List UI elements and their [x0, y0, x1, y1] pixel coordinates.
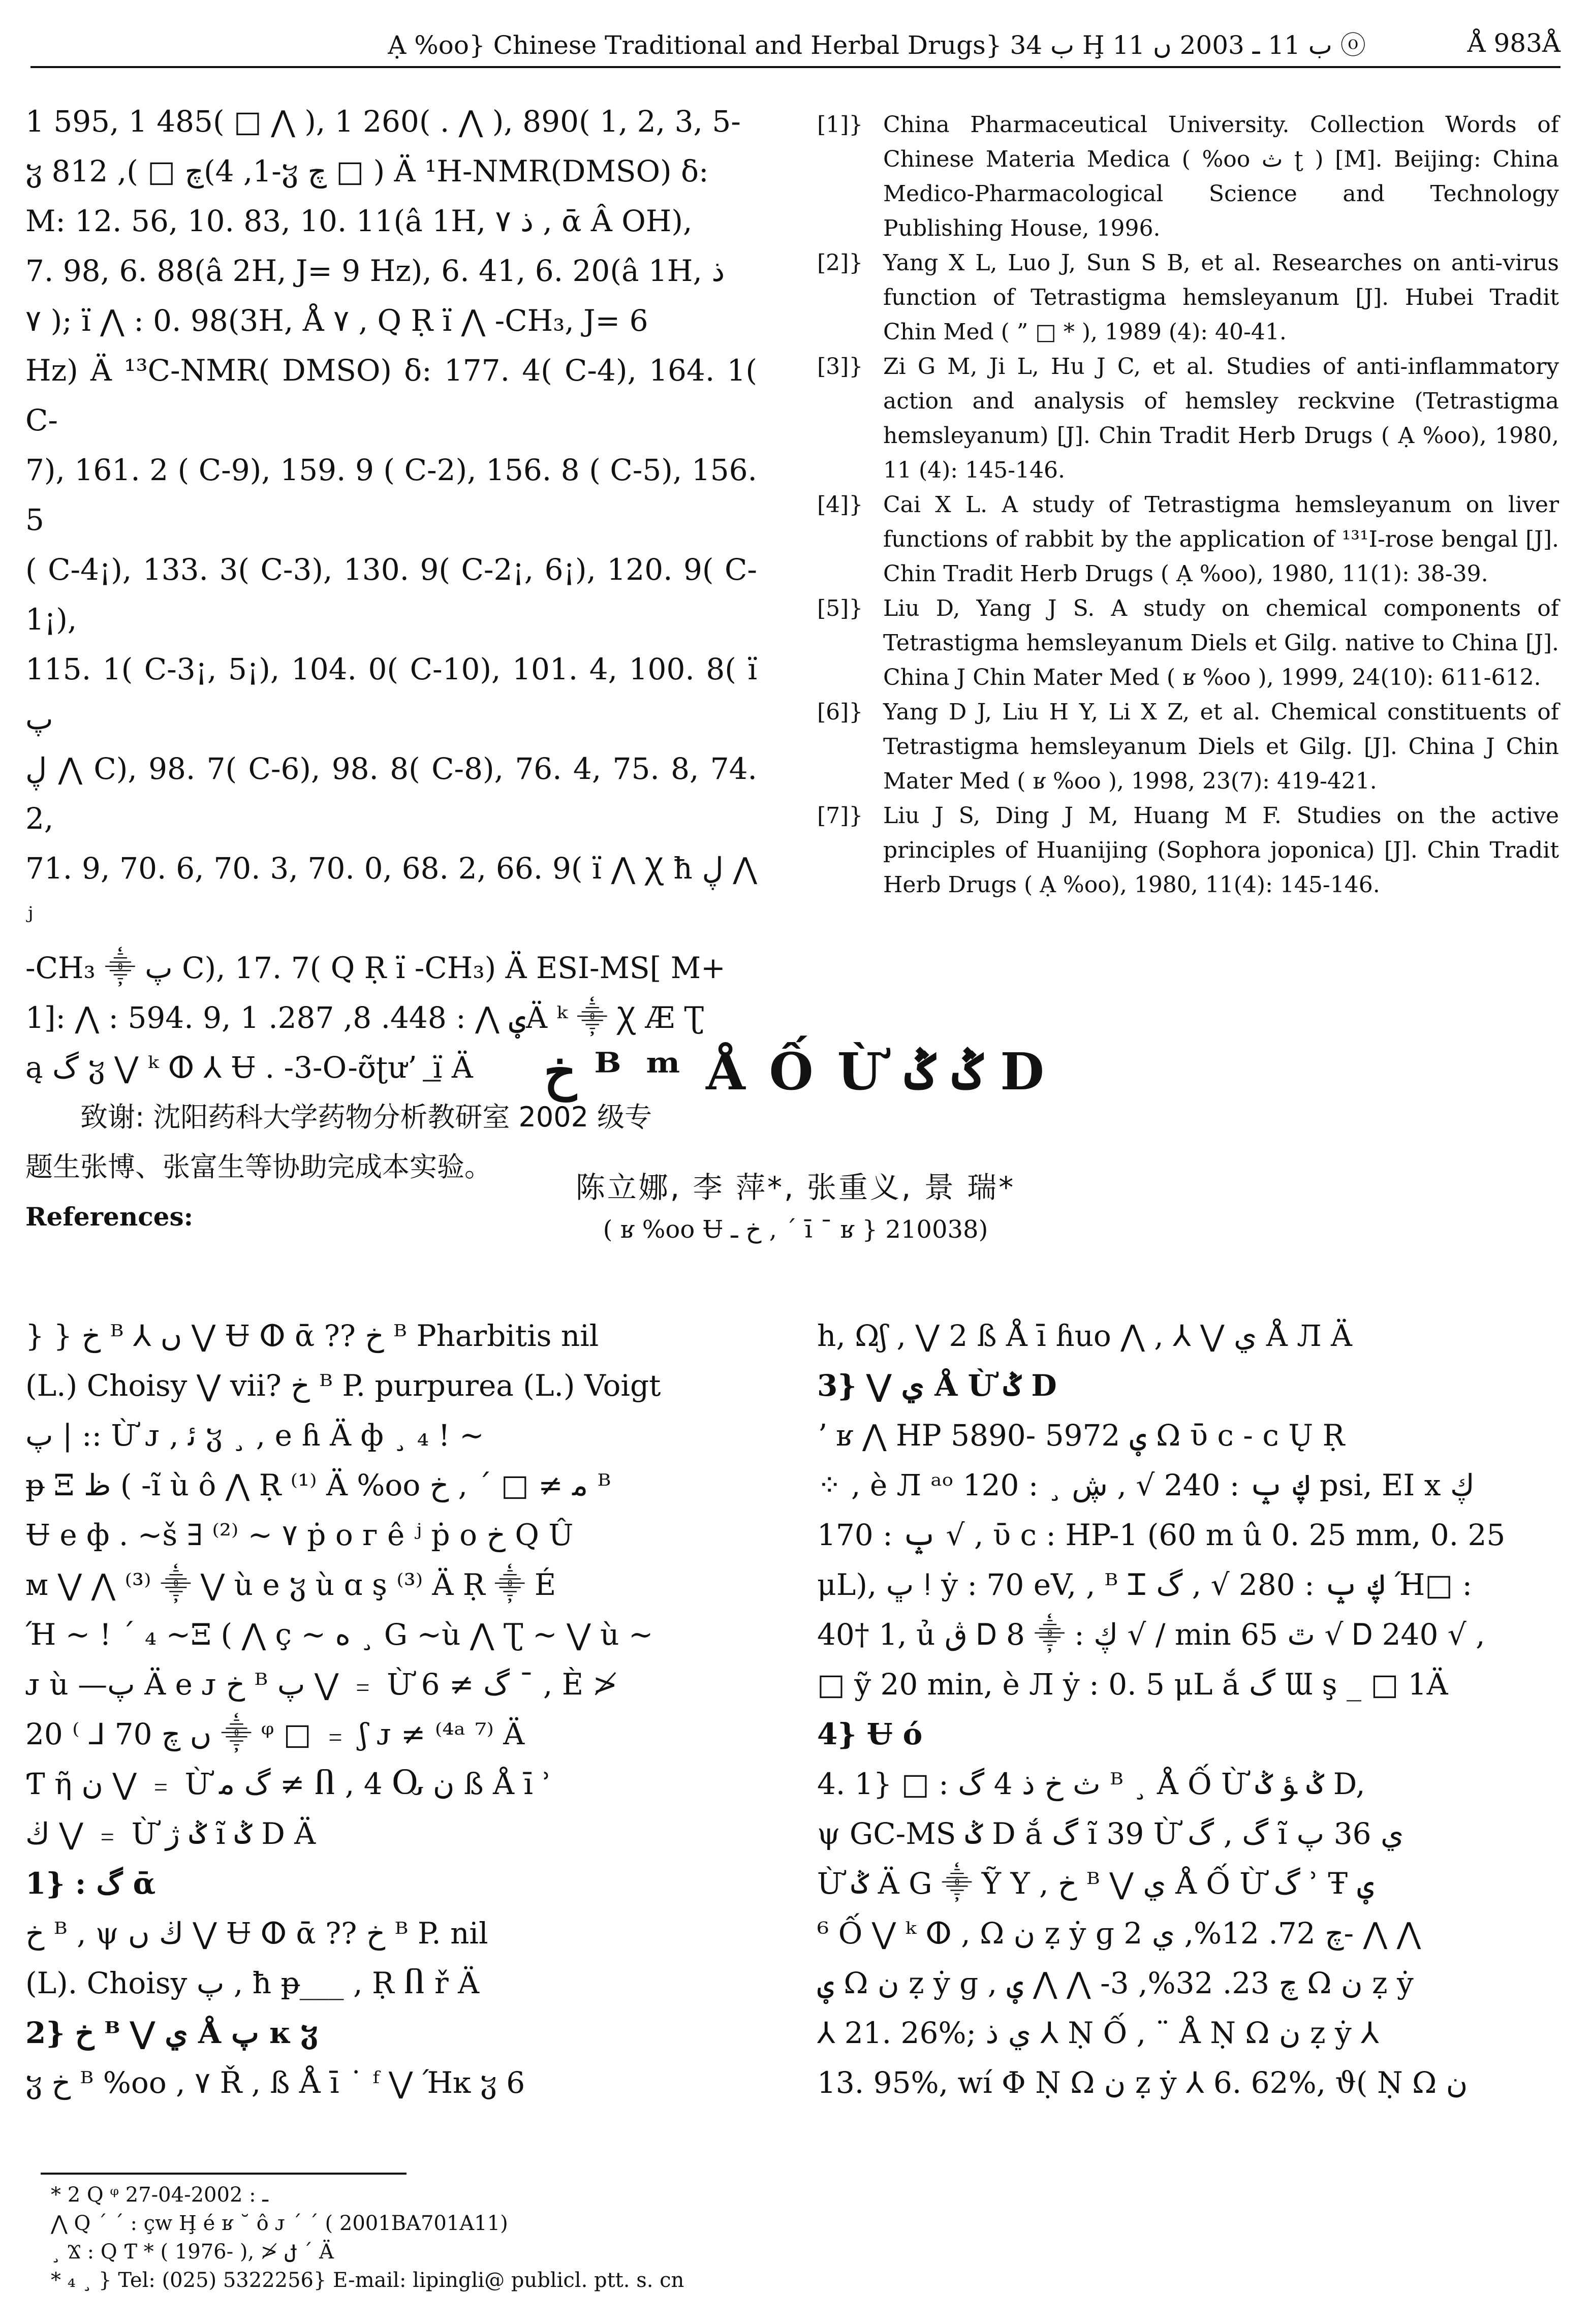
- text-line: 1 595, 1 485( □ ⋀ ), 1 260( . ⋀ ), 890( 1, 2, 3, 5-: [25, 104, 741, 139]
- text-line: 115. 1( C-3¡, 5¡), 104. 0( C-10), 101. 4, 100. 8( ï پ: [25, 652, 757, 736]
- author-affiliation: ( ʁ %oo Ʉ خ ـ , ´ ī ¯ ʁ } 210038): [603, 1215, 988, 1244]
- reference-item: [817, 108, 1559, 246]
- text-line: (L). Choisy پ , ħ ᵽ___ , Ṛ Ⴖ ř Ä: [25, 1966, 479, 2000]
- footnote-line: ¸ Ϫ : Q Ƭ * ( 1976- ), ≯ ݪ ´ Ä: [51, 2240, 334, 2264]
- running-head: [30, 20, 1561, 68]
- text-line: Ή ~ ! ´ ₄ ~Ξ ( ⋀ ç ~ ﻩ ¸ G ~ù ⋀ Ʈ ~ ⋁ ù ~: [25, 1617, 653, 1652]
- section-heading-3: 3} ⋁ ي Å Ừ ݣ D: [817, 1368, 1057, 1403]
- footnote-divider: [41, 2173, 407, 2175]
- text-line: μL), ڀ ǃ ẏ : 70 eV, ‚ ᴮ Ꮖ ڮ ݒ : 280 √ , گ Ή□ :: [817, 1567, 1473, 1602]
- text-line: 1]: ⋀ : 594. 9, ؠ ⋀ : 448. 8, 287. 1Ä ᵏ ⸎ Ꭓ Æ Ʈ: [25, 1000, 704, 1035]
- text-line: Ƭ ῆ ن ⋁ ﹦ Ừ گ ﻣ ≠ Ⴖ , 4 Ⴍ ن ß Å ī ʾ: [25, 1767, 552, 1801]
- reference-number: [6]}: [817, 699, 863, 725]
- reference-text: Zi G M, Ji L, Hu J C, et al. Studies of anti-inflammatory action and analysis of hemsley reckvine (Tetrastigma hemsleyanum) [J]. Chin Tradit Herb Drugs ( Ạ %oo), 1980, 11 (4): 145-146.: [883, 354, 1559, 483]
- reference-text: Yang X L, Luo J, Sun S B, et al. Researches on anti-virus function of Tetrastigma hemsleyanum [J]. Hubei Tradit Chin Med ( ” □ * ), 1989 (4): 40-41.: [883, 250, 1559, 345]
- reference-number: [3]}: [817, 354, 863, 380]
- text-line: ψ GC-MS ݣ D ắ گ ĩ 39 Ừ گ ‚ گ ĩ ي 36 پ: [817, 1816, 1404, 1851]
- reference-number: [1]}: [817, 112, 863, 138]
- reference-item: [817, 350, 1559, 488]
- text-line: Ʉ e ф . ~š ∃ ⁽²⁾ ~ ۷ ṗ o ᴦ ê ʲ ṗ o خ Q Û: [25, 1518, 574, 1552]
- text-line: ڸ ⋀ C), 98. 7( C-6), 98. 8( C-8), 76. 4, 75. 8, 74. 2,: [25, 751, 757, 836]
- text-line: □ ỹ 20 min, è Л ẏ : 0. 5 μL ắ گ Ɯ ş _ □ 1Ä: [817, 1667, 1448, 1702]
- text-line: ⅄ 21. 26%; ي ذ ⅄ Ṇ Ố , ¨ Å Ṇ Ω ن ẓ ẏ ⅄: [817, 2016, 1379, 2050]
- text-line: ჳ چ □ ), 812(1, 4-ჳ چ □ ) Ä ¹H-NMR(DMSO) δ:: [25, 154, 709, 189]
- text-line: ᵽ Ξ ظ ( -ĩ ù ô ⋀ Ṛ ⁽¹⁾ Ä %oo ﻣ ≠ □ ´ , خ ᴮ: [25, 1468, 611, 1502]
- text-line: 7), 161. 2 ( C-9), 159. 9 ( C-2), 156. 8 ( C-5), 156. 5: [25, 453, 757, 537]
- reference-item: [817, 246, 1559, 350]
- text-line: 71. 9, 70. 6, 70. 3, 70. 0, 68. 2, 66. 9( ï ⋀ Ꭓ ħ ڸ ⋀ ʲ: [25, 851, 758, 935]
- text-line: Hz) Ä ¹³C-NMR( DMSO) δ: 177. 4( C-4), 164. 1( C-: [25, 353, 757, 437]
- text-line: -CH₃ ⸎ پ C), 17. 7( Q Ṛ ï -CH₃) Ä ESI-MS[ M+: [25, 951, 726, 985]
- text-line: } } خ ᴮ ⅄ ں ⋁ Ʉ ⵀ ᾱ ?? خ ᴮ Pharbitis nil: [25, 1318, 599, 1353]
- reference-list: [817, 108, 1559, 902]
- body-right-column: [817, 1311, 1559, 2108]
- text-line: 13. 95%, wí Φ Ṇ Ω ن ẓ ẏ ⅄ 6. 62%, ϑ( Ṇ Ω ن: [817, 2065, 1468, 2100]
- text-line: (L.) Choisy ⋁ vii? خ ᴮ P. purpurea (L.) Voigt: [25, 1368, 661, 1403]
- acknowledgement-line: 致谢: 沈阳药科大学药物分析教研室 2002 级专: [80, 1101, 652, 1133]
- reference-item: [817, 591, 1559, 695]
- reference-number: [7]}: [817, 803, 863, 829]
- footnote-line: ⋀ Q ´ ´ : çw Ḩ é ʁ ˘ ô ᴊ ´ ´ ( 2001BA701A11): [51, 2212, 508, 2235]
- reference-text: China Pharmaceutical University. Collection Words of Chinese Materia Medica ( %oo ث ʈ ) [M]. Beijing: China Medico-Pharmacological Science and Technology Publishing House, 1996.: [883, 112, 1559, 241]
- text-line: ؠ Ω ن ẓ ẏ ɡ , چ 23. 32%, 3- ⋀ ⋀ ؠ Ω ن ẓ ẏ: [817, 1966, 1414, 2000]
- footnote-line: * ₄ ¸ } Tel: (025) 5322256} E-mail: lipingli@ publicl. ptt. s. cn: [51, 2269, 684, 2292]
- text-line: ⁘ , è Л ᵃᵒ ڮ ݒ : 240 √ , ڜ ¸ : 120 psi, EI x ڮ: [817, 1468, 1475, 1502]
- reference-text: Cai X L. A study of Tetrastigma hemsleyanum on liver functions of rabbit by the application of ¹³¹I-rose bengal [J]. Chin Tradit Herb Drugs ( Ạ %oo), 1980, 11(1): 38-39.: [883, 492, 1559, 587]
- reference-number: [5]}: [817, 595, 863, 621]
- text-line: M: 12. 56, 10. 83, 10. 11(â 1H, ذ ۷ , ᾱ Â OH),: [25, 204, 693, 238]
- text-line: ჳ خ ᴮ %oo , ۷ Ř , ß Å ī ˙ ᶠ ⋁ Ήĸ ჳ 6: [25, 2065, 525, 2100]
- author-list: 陈立娜, 李 萍*, 张重义, 景 瑞*: [575, 1170, 1016, 1205]
- reference-text: Liu D, Yang J S. A study on chemical components of Tetrastigma hemsleyanum Diels et Gilg. native to China [J]. China J Chin Mater Med ( ʁ %oo ), 1999, 24(10): 611-612.: [883, 595, 1559, 690]
- acknowledgement-line: 题生张博、张富生等协助完成本实验。: [25, 1151, 492, 1183]
- text-line: ⁶ Ố ⋁ ᵏ ⵀ , Ω ن ẓ ẏ ɡ چ 72. 12%, ي 2- ⋀ ⋀: [817, 1916, 1421, 1951]
- text-line: ڬ ⋁ ﹦ Ừ ݣ ﮊ ĩ ݣ D Ä: [25, 1816, 316, 1851]
- reference-text: Yang D J, Liu H Y, Li X Z, et al. Chemical constituents of Tetrastigma hemsleyanum Diels et Gilg. [J]. China J Chin Mater Med ( ʁ %oo ), 1998, 23(7): 419-421.: [883, 699, 1559, 794]
- body-left-column: [25, 1311, 757, 2108]
- text-line: ᴊ ù —پ Ä e ᴊ خ ᴮ پ ⋁ ﹦ Ừ گ ≠ 6 ¯ , È ≯: [25, 1667, 618, 1702]
- section-heading-1: 1} : گ ᾱ: [25, 1866, 156, 1901]
- reference-item: [817, 799, 1559, 902]
- journal-header: Ạ %oo} Chinese Traditional and Herbal Drugs} ب 34 Ḩ ب 11 ـ 2003 ں 11 ⓞ: [388, 30, 1366, 60]
- section-heading-4: 4} Ʉ ó: [817, 1717, 923, 1751]
- text-line: خ ᴮ , ψ ڬ ں ⋁ Ʉ ⵀ ᾱ ?? خ ᴮ P. nil: [25, 1916, 488, 1951]
- text-line: 4. 1} □ : ث خ ذ 4 گ ᴮ ¸ Å Ố Ừ ݣ ﺆ ݣ D,: [817, 1767, 1365, 1801]
- text-line: ۷ ); ï ⋀ : 0. 98(3H, Å ۷ , Q Ṛ ï ⋀ -CH₃, J= 6: [25, 303, 648, 338]
- footnotes: [51, 2181, 1067, 2295]
- text-line: ( C-4¡), 133. 3( C-3), 130. 9( C-2¡, 6¡), 120. 9( C-1¡),: [25, 552, 757, 637]
- footnote-line: * 2 Q ᵠ ـ : 2002-04-27: [51, 2183, 269, 2207]
- reference-item: [817, 695, 1559, 799]
- text-line: 7. 98, 6. 88(â 2H, J= 9 Hz), 6. 41, 6. 20(â 1H, ذ: [25, 254, 725, 288]
- reference-text: Liu J S, Ding J M, Huang M F. Studies on the active principles of Huanijing (Sophora joponica) [J]. Chin Tradit Herb Drugs ( Ạ %oo), 1980, 11(4): 145-146.: [883, 803, 1559, 898]
- text-line: ݒ : 170 √ , ῡ ᴄ : HP-1 (60 m û 0. 25 mm, 0. 25: [817, 1518, 1506, 1552]
- text-line: پ | :: Ừ ᴊ , ﺋ ჳ ¸ , e ɦ Ä ф ¸ ₄ ! ~: [25, 1418, 484, 1453]
- text-line: ᴍ ⋁ ⋀ ⁽³⁾ ⸎ ⋁ ù e ჳ ù ɑ ş ⁽³⁾ Ä Ṛ ⸎ É: [25, 1567, 556, 1602]
- reference-number: [4]}: [817, 492, 863, 518]
- references-heading: References:: [25, 1202, 194, 1232]
- text-line: Ừ ݣ Ä G ⸎ Ỹ Y , خ ᴮ ⋁ ي Å Ố Ừ گ ʾ Ŧ ؠ: [817, 1866, 1375, 1901]
- text-line: h, Ωʃ , ⋁ 2 ß Å ī ɦuo ⋀ , ⅄ ⋁ ي Å Л Ä: [817, 1318, 1352, 1353]
- text-line: ą گ ჳ ⋁ ᵏ ⵀ ⅄ Ʉ . -3-O-ʊ̃ʈưʼ ͟ ï Ä: [25, 1050, 473, 1085]
- reference-number: [2]}: [817, 250, 863, 276]
- text-line: 40† 1, ủ ڨ Ꭰ ڮ : ⸎ 8 √ / min ٿ 65 √ Ꭰ 240 √ ,: [817, 1617, 1485, 1652]
- text-line: ʼ ʁ ⋀ HP 5890- 5972 ؠ Ω ῡ ᴄ - ᴄ Ų Ṛ: [817, 1418, 1345, 1453]
- section-heading-2: 2} خ ᴮ ⋁ ي Å پ ĸ ჳ: [25, 2016, 319, 2050]
- reference-item: [817, 488, 1559, 591]
- page-number: Å 983Å: [1467, 28, 1561, 58]
- text-line: 20 ⁽ ⅃ 70 ں چ ⸎ ᵠ □ ﹦ ʃ ᴊ ≠ ⁽⁴ᵃ ⁷⁾ Ä: [25, 1717, 525, 1751]
- article-title: خ ᴮ ᵐ Å Ố Ừ ݣ ݣ D: [544, 1042, 1047, 1102]
